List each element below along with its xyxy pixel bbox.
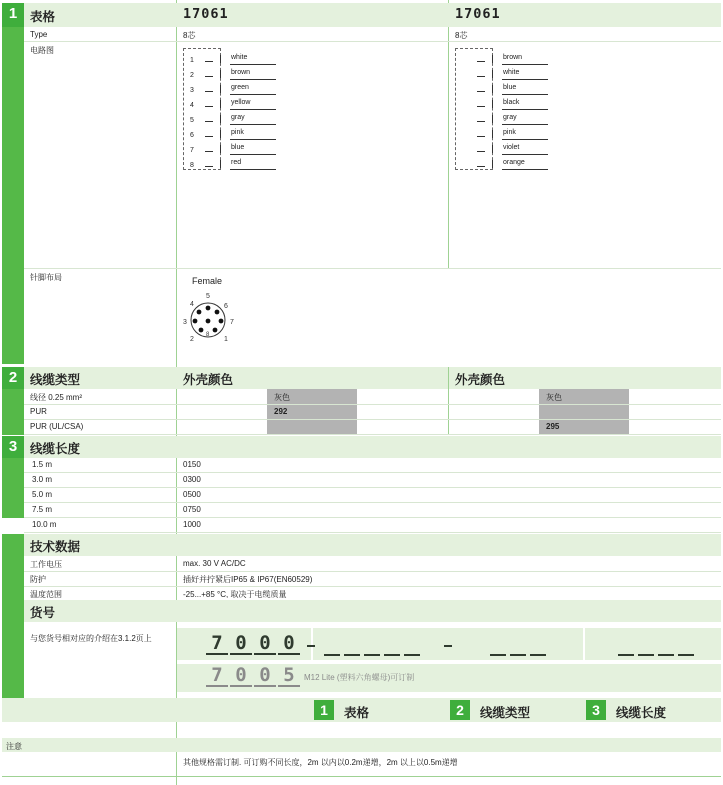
type-value: 8芯	[183, 31, 196, 40]
type-value: 8芯	[455, 31, 468, 40]
color-code: 292	[274, 407, 288, 416]
legend-label: 表格	[344, 706, 370, 720]
wire-label: green	[231, 84, 249, 91]
wire-line	[502, 154, 548, 155]
wire-label: yellow	[231, 99, 251, 106]
section-bar	[2, 27, 24, 364]
pin-number: 6	[190, 132, 194, 139]
legend-label: 线缆类型	[480, 706, 531, 720]
female-label: Female	[192, 276, 223, 286]
wire-label: brown	[503, 54, 523, 61]
pin-number: 7	[190, 147, 194, 154]
product-number: 17061	[455, 6, 501, 22]
wire-tick	[220, 160, 221, 168]
pin-layout-label: 针脚布局	[30, 273, 62, 282]
wire-label: gray	[503, 114, 517, 121]
length-label: 3.0 m	[32, 475, 53, 484]
type-label: Type	[30, 30, 48, 39]
legend-number: 2	[450, 700, 470, 720]
wire-line	[502, 109, 548, 110]
length-label: 1.5 m	[32, 460, 53, 469]
tech-value: max. 30 V AC/DC	[183, 559, 246, 568]
section-bar	[2, 389, 24, 435]
housing-color-header: 外壳颜色	[455, 373, 506, 387]
housing-color-header: 外壳颜色	[183, 373, 234, 387]
row-divider	[24, 532, 721, 533]
wire-line	[502, 79, 548, 80]
svg-text:5: 5	[206, 293, 210, 300]
wire-stub	[477, 136, 485, 137]
svg-text:6: 6	[224, 303, 228, 310]
wire-stub	[477, 106, 485, 107]
tech-value: 插好并拧紧后IP65 & IP67(EN60529)	[183, 575, 313, 584]
wire-label: pink	[231, 129, 244, 136]
svg-text:2: 2	[190, 336, 194, 343]
svg-text:8: 8	[206, 332, 210, 338]
wire-tick	[492, 160, 493, 168]
wire-tick	[220, 70, 221, 78]
wire-stub	[477, 76, 485, 77]
cable-row-label: 线径 0.25 mm²	[30, 393, 83, 402]
wire-tick	[492, 100, 493, 108]
tech-label: 防护	[30, 575, 46, 584]
section-title: 表格	[30, 10, 56, 24]
wire-stub	[205, 136, 213, 137]
color-gray-label: 灰色	[274, 393, 290, 402]
section-number: 1	[2, 3, 24, 27]
legend-number: 1	[314, 700, 334, 720]
section-title: 货号	[30, 606, 56, 620]
notes-text: 其他规格需订制. 可订购不同长度，2m 以内以0.2m递增，2m 以上以0.5m递增	[183, 758, 458, 767]
circuit-diagram	[183, 48, 283, 174]
length-code: 0300	[183, 475, 201, 484]
wire-label: white	[231, 54, 248, 61]
wire-line	[502, 124, 548, 125]
wire-line	[502, 139, 548, 140]
wire-stub	[477, 61, 485, 62]
row-divider	[24, 586, 721, 587]
length-code: 0150	[183, 460, 201, 469]
section-title: 线缆类型	[30, 373, 81, 387]
wire-line	[230, 79, 276, 80]
length-label: 10.0 m	[32, 520, 57, 529]
wire-tick	[220, 145, 221, 153]
circuit-diagram	[455, 48, 555, 174]
svg-text:7: 7	[230, 319, 234, 326]
color-code: 295	[546, 422, 560, 431]
wire-stub	[205, 166, 213, 167]
pin-layout-diagram	[180, 288, 240, 346]
wire-line	[230, 124, 276, 125]
pin-number: 5	[190, 117, 194, 124]
wire-line	[502, 64, 548, 65]
wire-stub	[205, 76, 213, 77]
lite-note: M12 Lite (塑料六角螺母)可订制	[304, 673, 415, 682]
section-bar	[2, 458, 24, 518]
legend-number: 3	[586, 700, 606, 720]
wire-label: red	[231, 159, 242, 166]
section-number: 3	[2, 436, 24, 458]
tech-label: 温度范围	[30, 590, 62, 599]
wire-line	[230, 64, 276, 65]
wire-tick	[220, 100, 221, 108]
wire-stub	[477, 151, 485, 152]
pin-number: 3	[190, 87, 194, 94]
svg-text:3: 3	[183, 319, 187, 326]
wire-label: orange	[503, 159, 525, 166]
svg-text:4: 4	[190, 301, 194, 308]
wire-label: pink	[503, 129, 516, 136]
cable-row-label: PUR	[30, 407, 47, 416]
section-bar	[2, 534, 24, 600]
section-header	[24, 436, 721, 458]
wire-tick	[492, 85, 493, 93]
row-divider	[24, 472, 721, 473]
wire-tick	[492, 115, 493, 123]
notes-label: 注意	[6, 742, 22, 751]
wire-tick	[220, 55, 221, 63]
circuit-label: 电路图	[30, 46, 54, 55]
tech-label: 工作电压	[30, 560, 62, 569]
section-header	[24, 534, 721, 556]
wire-tick	[220, 130, 221, 138]
svg-text:1: 1	[224, 336, 228, 343]
product-number: 17061	[183, 6, 229, 22]
pin-number: 4	[190, 102, 194, 109]
wire-tick	[492, 70, 493, 78]
wire-tick	[492, 145, 493, 153]
wire-label: black	[503, 99, 520, 106]
wire-label: gray	[231, 114, 245, 121]
wire-label: blue	[231, 144, 245, 151]
length-code: 1000	[183, 520, 201, 529]
length-label: 5.0 m	[32, 490, 53, 499]
wire-stub	[205, 91, 213, 92]
wire-line	[230, 154, 276, 155]
pin-number: 2	[190, 72, 194, 79]
order-code-lite: 7 0 0 5	[206, 664, 302, 687]
wire-tick	[220, 85, 221, 93]
wire-label: white	[503, 69, 520, 76]
length-code: 0500	[183, 490, 201, 499]
wire-stub	[477, 121, 485, 122]
wire-tick	[492, 55, 493, 63]
wire-tick	[492, 130, 493, 138]
wire-label: blue	[503, 84, 517, 91]
wire-line	[502, 94, 548, 95]
notes-header	[2, 738, 721, 752]
pin-number: 1	[190, 57, 194, 64]
section-title: 技术数据	[30, 540, 81, 554]
length-label: 7.5 m	[32, 505, 53, 514]
row-divider	[24, 487, 721, 488]
wire-line	[502, 169, 548, 170]
pin-number: 8	[190, 162, 194, 169]
wire-line	[230, 169, 276, 170]
order-code: 7 0 0 0	[206, 632, 302, 655]
wire-line	[230, 94, 276, 95]
section-title: 线缆长度	[30, 442, 81, 456]
tech-value: -25...+85 °C, 取决于电缆质量	[183, 590, 287, 599]
wire-stub	[477, 166, 485, 167]
section-header	[24, 600, 721, 622]
section-header	[24, 3, 721, 27]
wire-label: brown	[231, 69, 251, 76]
row-divider	[24, 571, 721, 572]
wire-line	[230, 139, 276, 140]
section-header	[24, 367, 721, 389]
wire-tick	[220, 115, 221, 123]
length-code: 0750	[183, 505, 201, 514]
row-divider	[24, 502, 721, 503]
wire-label: violet	[503, 144, 520, 151]
wire-stub	[205, 61, 213, 62]
wire-line	[230, 109, 276, 110]
order-intro: 与您货号相对应的介绍在3.1.2页上	[30, 634, 152, 643]
section-number: 2	[2, 367, 24, 389]
legend-label: 线缆长度	[616, 706, 667, 720]
wire-stub	[205, 121, 213, 122]
cable-row-label: PUR (UL/CSA)	[30, 422, 84, 431]
wire-stub	[205, 106, 213, 107]
color-gray-label: 灰色	[546, 393, 562, 402]
wire-stub	[477, 91, 485, 92]
row-divider	[24, 517, 721, 518]
wire-stub	[205, 151, 213, 152]
